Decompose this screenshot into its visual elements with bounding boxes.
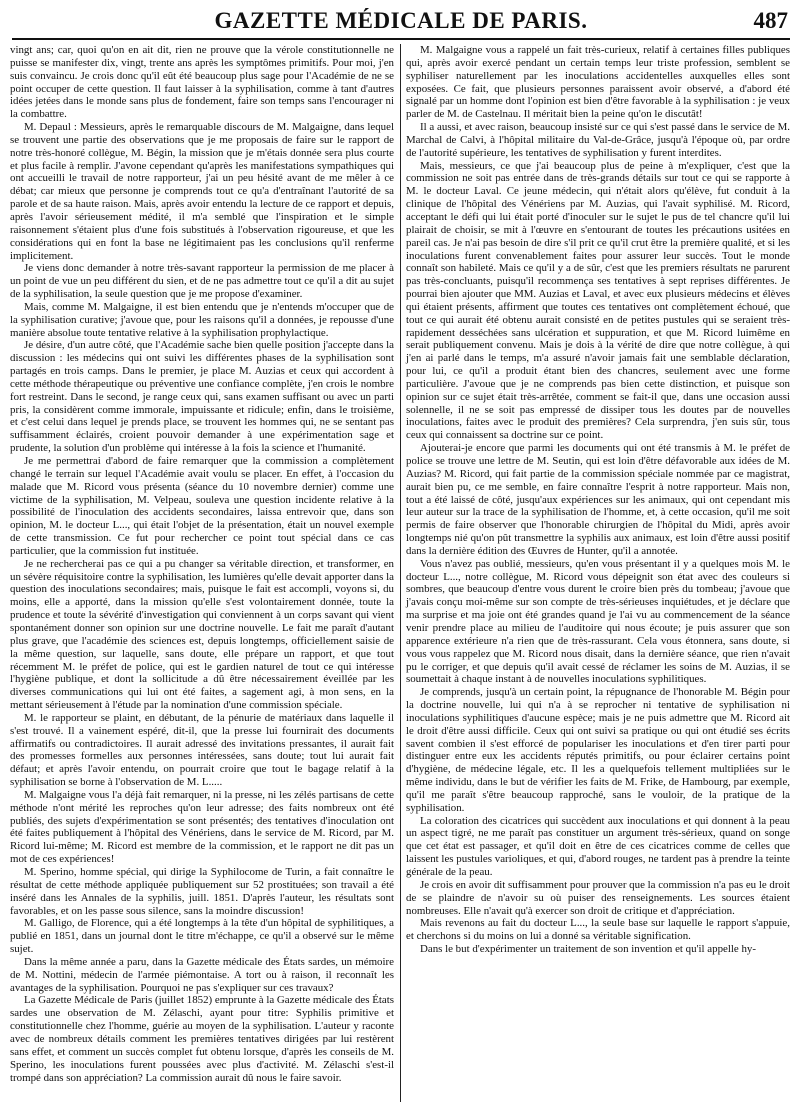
- paragraph: La coloration des cicatrices qui succèdent aux inoculations et qui donnent à la peau un aspect tigré, ne me paraît pas constituer un argument très-sérieux, quand on songe que cet état est passager, et qu'il doit en être de ces cicatrices comme de celles que laissent les pustules varioliques, et qui, d'abord rouges, ne tardent pas à prendre la teinte générale de la peau.: [406, 814, 790, 878]
- paragraph: M. Galligo, de Florence, qui a été longtemps à la tête d'un hôpital de syphilitiques, a publié en 1851, dans un journal dont le titre m'échappe, ce qu'il a observé sur le même sujet.: [10, 917, 394, 956]
- page-header: [12, 8, 790, 40]
- paragraph: Mais, comme M. Malgaigne, il est bien entendu que je n'entends m'occuper que de la syphilisation curative; j'avoue que, pour les raisons qu'il a données, je repousse d'une manière absolue toute tentative relative à la syphilisation prophylactique.: [10, 300, 394, 339]
- paragraph: M. le rapporteur se plaint, en débutant, de la pénurie de matériaux dans laquelle il s'est trouvé. Il a vainement espéré, dit-il, que la presse lui fournirait des documents affirmatifs ou contradictoires. Il aurait adressé des invitations pressantes, il aurait fait des promesses formelles aux personnes intéressées, sans doute; tout lui aurait fait défaut; et après l'avoir entendu, on pourrait croire que tout le bagage relatif à la syphilisation se borne à l'observation de M. L.....: [10, 711, 394, 789]
- paragraph: Je crois en avoir dit suffisamment pour prouver que la commission n'a pas eu le droit de se plaindre de n'avoir su où puiser des renseignements. Les sources étaient nombreuses. Elle n'avait qu'à exercer son droit de critique et d'appréciation.: [406, 878, 790, 917]
- paragraph: M. Malgaigne vous a rappelé un fait très-curieux, relatif à certaines filles publiques qui, après avoir exercé pendant un certain temps leur triste profession, semblent se syphiliser naturellement par les inoculations accidentelles auxquelles elles sont exposées. Ce fait, que plusieurs personnes paraissent avoir observé, a d'abord été signalé par un homme dont l'opinion est bien d'être favorable à la syphilisation : je veux parler de M. de Castelnau. Il méritait bien la peine qu'on le discutât!: [406, 44, 790, 121]
- paragraph: Ajouterai-je encore que parmi les documents qui ont été transmis à M. le préfet de police se trouve une lettre de M. Seutin, qui est loin d'être défavorable aux idées de M. Auzias? M. Ricord, qui fait partie de la commission spéciale nommée par ce magistrat, aurait bien pu, ce me semble, en faire connaître l'esprit à notre rapporteur. Mais non, tout a été laissé de côté, jusqu'aux expériences sur les animaux, qui ont cependant mis leur auteur sur la trace de la syphilisation de l'homme, et, à cette occasion, qu'il me soit permis de faire observer que l'honorable chirurgien de l'hôpital du Midi, après avoir longtemps nié qu'on pût transmettre la syphilis aux animaux, est loin d'être aussi positif dans la dernière édition des Œuvres de Hunter, qu'il a annotée.: [406, 442, 790, 557]
- paragraph: M. Depaul : Messieurs, après le remarquable discours de M. Malgaigne, dans lequel se trouvent une partie des observations que je me proposais de faire sur le rapport de notre très-honoré collègue, M. Bégin, la mission que je m'étais donnée sera plus courte et plus facile à remplir. J'avone cependant qu'après les manifestations sympathiques qui ont accueilli le travail de notre rapporteur, j'ai un peu hésité avant de me mêler à ce débat; car mieux que personne je comprends tout ce qu'a d'entraînant l'autorité de sa parole et de sa haute raison. Mais, après avoir entendu la lecture de ce rapport et depuis, après l'avoir sérieusement médité, il m'a semblé que l'inspiration et le simple raisonnement s'étaient plus d'une fois substitués à l'observation rigoureuse, et que les considérations qui en font la base ne légitimaient pas les conclusions qu'il renferme implicitement.: [10, 121, 394, 262]
- paragraph: vingt ans; car, quoi qu'on en ait dit, rien ne prouve que la vérole constitutionnelle ne puisse se manifester dix, vingt, trente ans après les symptômes primitifs. Pour moi, j'en suis convaincu. Je crois donc qu'il eût été beaucoup plus sage pour l'Académie de ne se point occuper de cette question. Il faut laisser à la syphilisation, comme à tant d'autres idées jetées dans le monde sans plus de fondement, faire son temps sans l'encourager ni la combattre.: [10, 44, 394, 121]
- paragraph: Mais, messieurs, ce que j'ai beaucoup plus de peine à m'expliquer, c'est que la commission ne soit pas entrée dans de très-grands détails sur tout ce qui se rapporte à M. le docteur Laval. Ce jeune médecin, qui n'était alors qu'élève, fut conduit à la clinique de l'hôpital des Vénériens par M. Auzias, qui l'avait syphilisé. M. Ricord, acceptant le défi qui lui était porté d'inoculer sur le sujet le pus de tel chancre qu'il lui plairait de choisir, se mit à l'œuvre en s'entourant de toutes les précautions usitées en pareil cas. Je n'ai pas besoin de dire s'il prit ce qu'il crut être la première qualité, et si les inoculations furent convenablement faites pour assurer leur succès. Tout le monde connaît son habileté. Mais ce qu'il y a de sûr, c'est que les premiers résultats ne parurent pas très-concluants, puisqu'il recommença ses tentatives à sept reprises différentes. Je pourrai bien ajouter que MM. Auzias et Laval, et avec eux plusieurs médecins et élèves qui étaient présents, affirment que toutes ces tentatives ont complètement échoué, que tout ce qui aurait été obtenu aurait consisté en de petites pustules qui se seraient très-rapidement desséchées sans ulcération et suppuration, et que M. Ricord luimême en serait publiquement convenu. Mais je dois à la vérité de dire que notre collègue, à qui j'en ai parlé dans le temps, m'a assuré n'avoir jamais fait une semblable déclaration, pour lui, ce qu'il a produit étant bien des chancres, seulement avec une forme particulière. J'avoue que je ne comprends pas bien cette distinction, et puisque son opinion sur ce sujet était très-arrêtée, comment se fait-il que, dans une occasion aussi solennelle, il ne se soit pas empressé de dissiper tous les doutes par de nouvelles inoculations, faites avec le produit des premières? Cela surprendra, j'en suis sûr, tous ceux qui connaissent sa doctrine sur ce point.: [406, 159, 790, 442]
- paragraph: Mais revenons au fait du docteur L..., la seule base sur laquelle le rapport s'appuie, et cherchons si du moins on lui a donné sa véritable signification.: [406, 917, 790, 943]
- paragraph: Je me permettrai d'abord de faire remarquer que la commission a complètement changé le terrain sur lequel l'Académie avait voulu se placer. En effet, à l'occasion du malade que M. Ricord vous présenta (séance du 10 novembre dernier) comme une victime de la syphilisation, M. Velpeau, souleva une question incidente relative à la possibilité de l'inoculation des accidents secondaires, laissa entrevoir que, dans son opinion, M. le docteur L..., qui était l'objet de la présentation, était un nouvel exemple de cette transmission. Ce fut pour rechercher ce point tout spécial dans ce cas particulier, que la commission fut instituée.: [10, 455, 394, 557]
- paragraph: Dans la même année a paru, dans la Gazette médicale des États sardes, un mémoire de M. Nottini, médecin de l'armée piémontaise. A tort ou à raison, il reconnaît les avantages de la syphilisation. Pourquoi ne pas s'expliquer sur ces travaux?: [10, 955, 394, 994]
- paragraph: Je désire, d'un autre côté, que l'Académie sache bien quelle position j'accepte dans la discussion : les médecins qui ont suivi les différentes phases de la syphilisation sont partagés en trois camps. Dans le premier, je place M. Auzias et ceux qui accordent à cette méthode thérapeutique ou préventive une confiance complète, j'en crois le nombre fort restreint. Dans le second, je range ceux qui, sans examen suffisant ou avec un parti pris, la considèrent comme immorale, impuissante et ridicule; enfin, dans le troisième, et c'est celui dans lequel je prends place, se trouvent les hommes qui, ne se sentant pas suffisamment éclairés, croient pouvoir demander à une expérimentation sage et prudente, la solution d'un problème qui intéresse à la fois la science et l'humanité.: [10, 339, 394, 455]
- paragraph: La Gazette Médicale de Paris (juillet 1852) emprunte à la Gazette médicale des États sardes une observation de M. Zélaschi, ayant pour titre: Syphilis primitive et constitutionnelle chez l'homme, guérie au moyen de la syphilisation. L'auteur y raconte avec de nombreux détails comment les premières tentatives dirigées par lui restèrent sans effet, et comment un succès complet fut obtenu lorsque, d'après les conseils de M. Sperino, les inoculations furent poussées avec plus d'activité. M. Zélaschi s'est-il trompé dans son appréciation? La commission aurait dû nous le faire savoir.: [10, 994, 394, 1084]
- paragraph: M. Malgaigne vous l'a déjà fait remarquer, ni la presse, ni les zélés partisans de cette méthode n'ont mérité les reproches qu'on leur adresse; des faits nombreux ont été publiés, des sujets d'expérimentation se sont présentés; des tentatives d'inoculation ont été faites publiquement à l'hôpital des Vénériens, dans le service de M. Ricord, par M. Ricord lui-même; M. Ricord est membre de la commission, et le rapport ne dit pas un mot de ces expériences!: [10, 788, 394, 866]
- page-number: 487: [753, 8, 788, 33]
- journal-title: GAZETTE MÉDICALE DE PARIS.: [214, 8, 588, 33]
- paragraph: Je ne rechercherai pas ce qui a pu changer sa véritable direction, et transformer, en un sévère réquisitoire contre la syphilisation, les lumières qu'elle devait apporter dans la question des inoculations secondaires; mais, puisque le fait est accompli, voyons si, du moins, elle a apporté, dans la mission qu'elle s'est volontairement donnée, toute la prudence et toute la sévérité d'investigation qui conviennent à un corps savant qui vient spontanément donner son opinion sur une doctrine nouvelle. Le fait me paraît d'autant plus grave, que l'académie des sciences est, depuis longtemps, officiellement saisie de la même question, sur laquelle, sans doute, elle prépare un rapport, et que tout récemment M. le préfet de police, qui est le gardien naturel de tout ce qui intéresse l'hygiène publique, et dont la sollicitude a dû être nécessairement éveillée par les diverses communications qui lui ont été faites, a sagement agi, à mon sens, en la mettant sérieusement à l'étude par la nomination d'une commission spéciale.: [10, 557, 394, 712]
- paragraph: M. Sperino, homme spécial, qui dirige la Syphilocome de Turin, a fait connaître le résultat de cette méthode appliquée publiquement sur 52 prostituées; son travail a été inséré dans les Annales de la syphilis, juill. 1851. D'après l'auteur, les résultats sont favorables, et on les passe sous silence, sans la moindre discussion!: [10, 866, 394, 917]
- paragraph: Il a aussi, et avec raison, beaucoup insisté sur ce qui s'est passé dans le service de M. Marchal de Calvi, à l'hôpital militaire du Val-de-Grâce, jusqu'à l'époque où, par ordre de l'autorité supérieure, les tentatives de syphilisation y furent interdites.: [406, 121, 790, 159]
- paragraph: Vous n'avez pas oublié, messieurs, qu'en vous présentant il y a quelques mois M. le docteur L..., notre collègue, M. Ricord vous dépeignit son état avec des couleurs si sombres, que beaucoup d'entre vous durent le croire bien près du tombeau; j'avoue que j'avais conçu moi-même sur son compte de très-sérieuses inquiétudes, et je déclare que ma surprise et ma joie ont été grandes quand je l'ai vu au commencement de la séance venir prendre place au milieu de l'auditoire qui nous écoute; je puis assurer que son apparence extérieure n'a rien que de très-rassurant. Cela vous étonnera, sans doute, si vous vous rappelez que M. Ricord nous disait, dans la dernière séance, que rien n'avait pu le corriger, et que depuis qu'il avait cessé de réclamer les soins de M. Auzias, il se soumettait à chaque instant à de nouvelles inoculations syphilitiques.: [406, 557, 790, 686]
- article-columns: [10, 44, 790, 1102]
- paragraph: Dans le but d'expérimenter un traitement de son invention et qu'il appelle hy-: [420, 943, 756, 956]
- paragraph: Je viens donc demander à notre très-savant rapporteur la permission de me placer à un point de vue un peu différent du sien, et de ne pas admettre tout ce qu'il a dit au sujet de la syphilisation, la seule question que je me propose d'examiner.: [10, 262, 394, 301]
- paragraph: Je comprends, jusqu'à un certain point, la répugnance de l'honorable M. Bégin pour la doctrine nouvelle, lui qui n'a à se reprocher ni tentative de syphilisation ni inoculations syphilitiques d'aucune espèce; mais je ne puis admettre que M. Ricord ait le droit d'être aussi difficile. Ceux qui ont suivi sa pratique ou qui ont étudié ses écrits savent combien il s'est efforcé de populariser les inoculations et d'en tirer parti pour distinguer entre eux les accidents réputés primitifs, ou pour éclairer certains point d'hygiène, de médecine légale, etc. Il les a quelquefois tellement multipliées sur le même individu, dans le but de vérifier les faits de M. Frike, de Hambourg, par exemple, qu'il me paraît s'être beaucoup rapproché, sans le vouloir, de la pratique de la syphilisation.: [406, 686, 790, 814]
